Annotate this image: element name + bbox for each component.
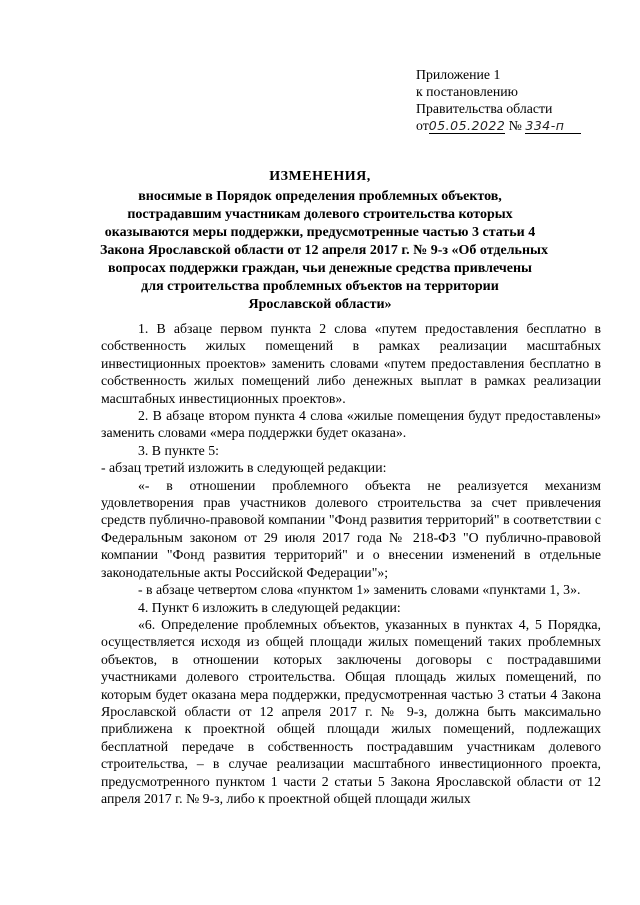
date-prefix: от (416, 118, 429, 133)
title-line: Закона Ярославской области от 12 апреля 2017 г. № 9-з «Об отдельных (100, 243, 548, 258)
paragraph-4: 4. Пункт 6 изложить в следующей редакции: (138, 599, 401, 615)
handwritten-date: 05.05.2022 (428, 118, 506, 133)
paragraph-3-quote: «- в отношении проблемного объекта не реализуется механизм удовлетворения прав участников долевого строительства за счет привлечения средств публично-правовой компании "Фонд развития территорий" в соответствии с Федеральным законом от 29 июля 2017 года № 218-ФЗ "О публично-правовой компании "Фонд развития территорий" и о внесении изменений в отдельные законодательные акты Российской Федерации"»; (101, 477, 601, 580)
appendix-date-line (416, 117, 606, 134)
paragraph-2: 2. В абзаце втором пункта 4 слова «жилые помещения будут предоставлены» заменить словами «мера поддержки будет оказана». (101, 408, 601, 441)
appendix-line-1: Приложение 1 (416, 67, 501, 82)
paragraph-1: 1. В абзаце первом пункта 2 слова «путем предоставления бесплатно в собственность жилых помещений в рамках реализации масштабных инвестиционных проектов» заменить словами «путем предоставления бесплатно в собственность жилых помещений либо денежных выплат в рамках реализации масштабных инвестиционных проектов». (101, 321, 601, 406)
paragraph-4-quote: «6. Определение проблемных объектов, указанных в пунктах 4, 5 Порядка, осуществляется исходя из общей площади жилых помещений таких проблемных объектов, в отношении которых заключены договоры с пострадавшими участниками долевого строительства. Общая площадь жилых помещений, по которым будет оказана мера поддержки, предусмотренная частью 3 статьи 4 Закона Ярославской области от 12 апреля 2017 г. № 9-з, должна быть максимально приближена к проектной общей площади жилых помещений, подлежащих бесплатной передаче в собственность пострадавшим участникам долевого строительства, – в случае реализации масштабного инвестиционного проекта, предусмотренного пунктом 1 части 2 статьи 5 Закона Ярославской области от 12 апреля 2017 г. № 9-з, либо к проектной общей площади жилых (101, 616, 601, 806)
appendix-line-3: Правительства области (416, 101, 553, 116)
handwritten-number: 334-п (525, 119, 581, 134)
title-line: вносимые в Порядок определения проблемных объектов, (138, 189, 502, 204)
title-heading: ИЗМЕНЕНИЯ, (269, 169, 371, 184)
number-sign: № (508, 118, 522, 133)
paragraph-3-sub-2: - в абзаце четвертом слова «пунктом 1» заменить словами «пунктами 1, 3». (138, 582, 581, 598)
document-title (100, 168, 548, 314)
title-line: для строительства проблемных объектов на территории (141, 279, 499, 294)
document-body (101, 320, 601, 807)
appendix-line-2: к постановлению (416, 84, 518, 99)
title-line: Ярославской области» (248, 297, 392, 312)
paragraph-3: 3. В пункте 5: (138, 442, 219, 458)
title-line: пострадавшим участникам долевого строительства которых (127, 207, 513, 222)
title-line: оказываются меры поддержки, предусмотренные частью 3 статьи 4 (104, 225, 536, 240)
paragraph-3-sub-1: - абзац третий изложить в следующей редакции: (101, 460, 387, 476)
title-line: вопросах поддержки граждан, чьи денежные средства привлечены (108, 261, 532, 276)
appendix-block (416, 66, 606, 134)
